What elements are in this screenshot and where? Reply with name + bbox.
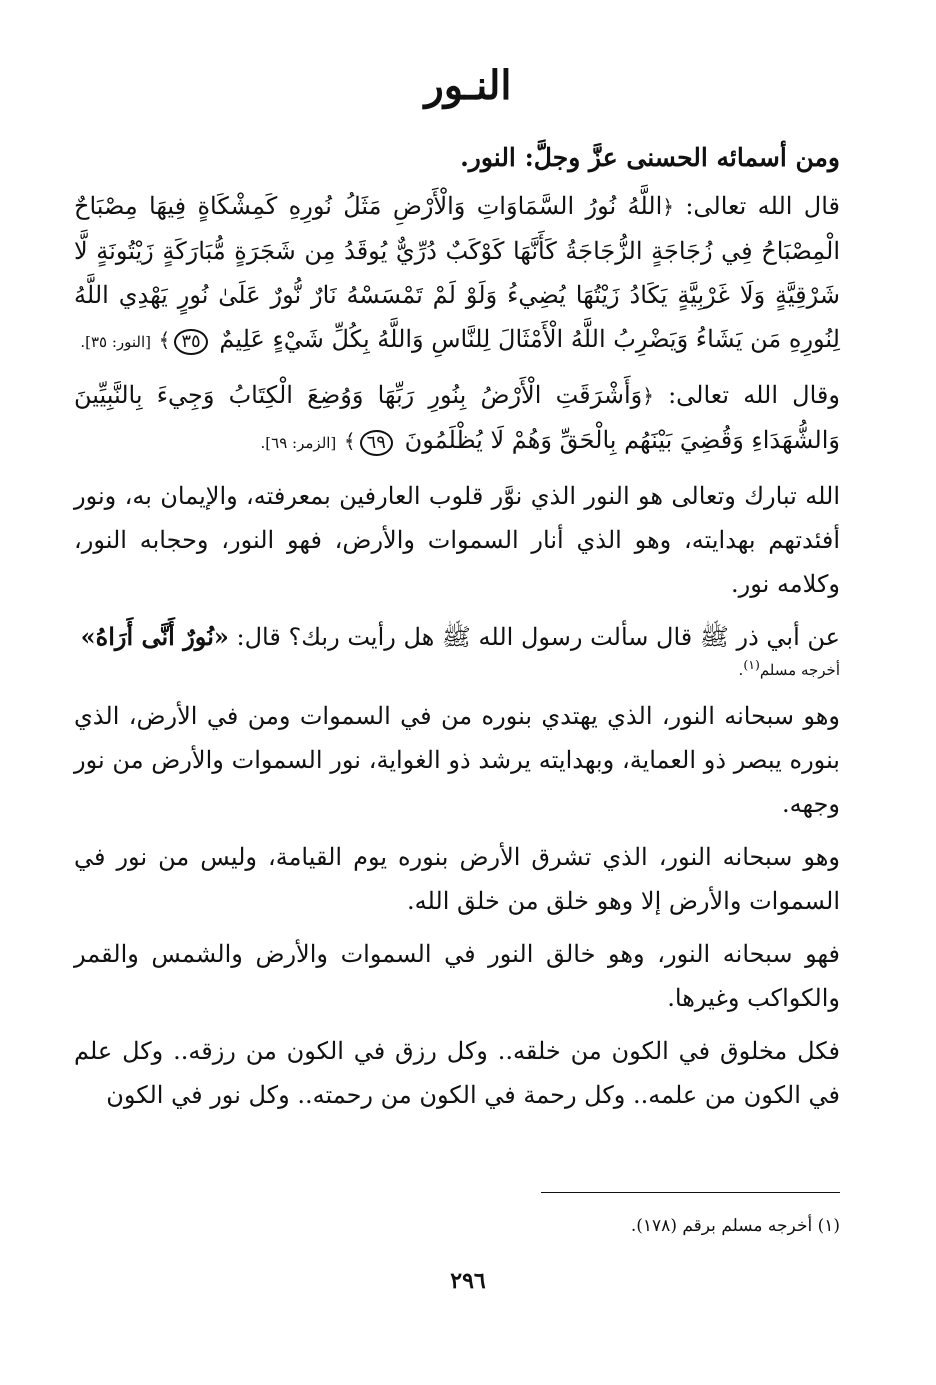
hadith-source: أخرجه مسلم — [759, 661, 840, 679]
verse-2-close-bracket: ﴾ — [343, 429, 356, 453]
paragraph-4: فهو سبحانه النور، وهو خالق النور في السموات والأرض والشمس والقمر والكواكب وغيرها. — [74, 940, 840, 1012]
verse-2-text: وَأَشْرَقَتِ الْأَرْضُ بِنُورِ رَبِّهَا وَوُضِعَ الْكِتَابُ وَجِيءَ بِالنَّبِيِّينَ وَالشُّهَدَاءِ وَقُضِيَ بَيْنَهُم بِالْحَقِّ وَهُمْ لَا يُظْلَمُونَ — [74, 381, 840, 454]
verse-2-open-bracket: ﴿ — [642, 384, 654, 408]
paragraph-3: وهو سبحانه النور، الذي تشرق الأرض بنوره يوم القيامة، وليس من نور في السموات والأرض إلا وهو خلق من خلق الله. — [74, 843, 840, 915]
paragraph-2: وهو سبحانه النور، الذي يهتدي بنوره من في السموات ومن في الأرض، الذي بنوره يبصر ذو العماية، وبهدايته يرشد ذو الغواية، نور السموات والأرض من نور وجهه. — [74, 702, 840, 818]
hadith-text: عن أبي ذر ﷺ قال سألت رسول الله ﷺ هل رأيت ربك؟ قال: — [236, 623, 840, 651]
hadith-paragraph — [74, 615, 840, 659]
paragraph-1: الله تبارك وتعالى هو النور الذي نوَّر قلوب العارفين بمعرفته، والإيمان به، ونور أفئدتهم بهدايته، وهو الذي أنار السموات والأرض، فهو النور، وحجابه النور، وكلامه نور. — [74, 482, 840, 598]
hadith-quote: «نُورٌ أَنَّى أَرَاهُ» — [80, 622, 229, 651]
footnote-separator — [541, 1192, 840, 1193]
verse-1-lead: قال الله تعالى: — [685, 192, 840, 220]
verse-1-reference: [النور: ٣٥]. — [80, 333, 152, 351]
page-body — [74, 136, 840, 1126]
page-number: ٢٩٦ — [450, 1268, 486, 1294]
intro-line: ومن أسمائه الحسنى عزَّ وجلَّ: النور. — [460, 143, 840, 172]
verse-paragraph-2 — [74, 373, 840, 465]
verse-paragraph-1 — [74, 184, 840, 364]
footnote: (١) أخرجه مسلم برقم (١٧٨). — [630, 1216, 840, 1236]
verse-1-text: اللَّهُ نُورُ السَّمَاوَاتِ وَالْأَرْضِ مَثَلُ نُورِهِ كَمِشْكَاةٍ فِيهَا مِصْبَاحٌ الْمِصْبَاحُ فِي زُجَاجَةٍ الزُّجَاجَةُ كَأَنَّهَا كَوْكَبٌ دُرِّيٌّ يُوقَدُ مِن شَجَرَةٍ مُّبَارَكَةٍ زَيْتُونَةٍ لَّا شَرْقِيَّةٍ وَلَا غَرْبِيَّةٍ يَكَادُ زَيْتُهَا يُضِيءُ وَلَوْ لَمْ تَمْسَسْهُ نَارٌ نُّورٌ عَلَىٰ نُورٍ يَهْدِي اللَّهُ لِنُورِهِ مَن يَشَاءُ وَيَضْرِبُ اللَّهُ الْأَمْثَالَ لِلنَّاسِ وَاللَّهُ بِكُلِّ شَيْءٍ عَلِيمٌ — [74, 192, 840, 353]
paragraph-5: فكل مخلوق في الكون من خلقه.. وكل رزق في الكون من رزقه.. وكل علم في الكون من علمه.. وكل رحمة في الكون من رحمته.. وكل نور في الكون — [74, 1037, 840, 1109]
footnote-marker: (١) — [743, 657, 760, 672]
verse-2-lead: وقال الله تعالى: — [668, 381, 840, 409]
ayah-number-badge: ٣٥ — [174, 329, 207, 355]
ayah-number-badge: ٦٩ — [360, 430, 393, 456]
page-title: النـور — [424, 62, 512, 109]
verse-2-reference: [الزمر: ٦٩]. — [260, 434, 337, 452]
verse-1-close-bracket: ﴾ — [158, 328, 171, 352]
hadith-source-end: . — [738, 661, 744, 679]
verse-1-open-bracket: ﴿ — [662, 195, 674, 219]
